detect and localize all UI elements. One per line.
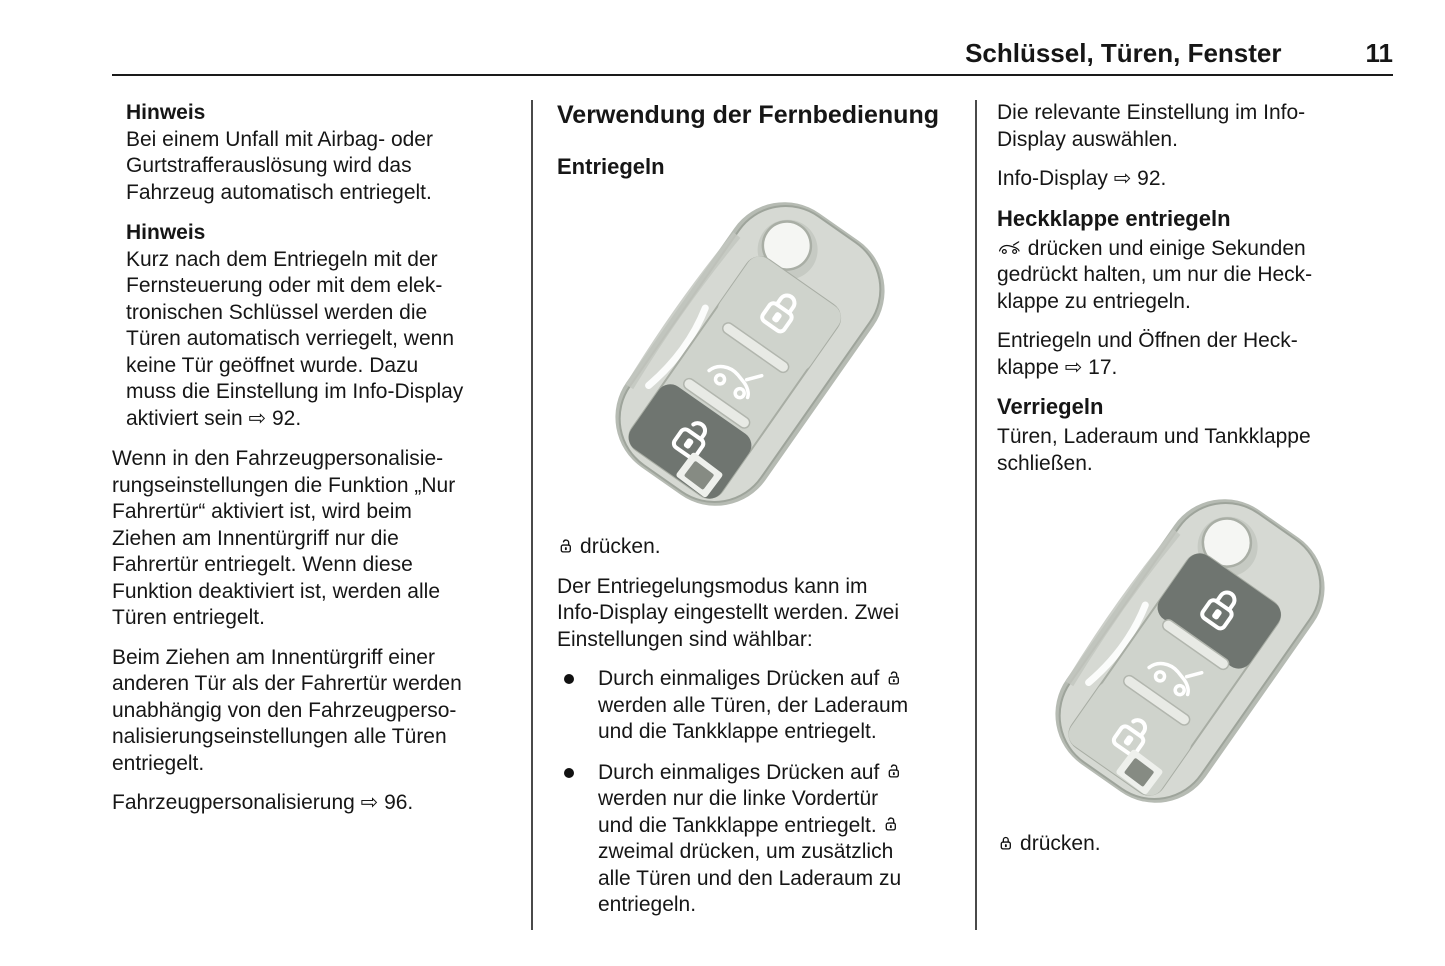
list-item xyxy=(557,666,959,746)
note-label: Hinweis xyxy=(126,101,206,124)
paragraph: Die relevante Einstellung im Info- Display auswählen. xyxy=(997,101,1306,151)
paragraph: Türen, Laderaum und Tankklappe schließen. xyxy=(997,425,1311,475)
key-fob-image xyxy=(557,194,959,524)
cross-reference: Info-Display ⇨ 92. xyxy=(997,167,1167,190)
subsection-heading: Entriegeln xyxy=(557,154,665,179)
paragraph: drücken und einige Sekunden gedrückt halten, um nur die Heck- klappe zu entriegeln. xyxy=(997,236,1313,313)
bullet-icon xyxy=(564,674,574,684)
bullet-icon xyxy=(564,768,574,778)
chapter-title: Schlüssel, Türen, Fenster xyxy=(965,38,1282,68)
note-label: Hinweis xyxy=(126,221,206,244)
cross-reference: Entriegeln und Öffnen der Heck- klappe ⇨ 17. xyxy=(997,329,1298,379)
paragraph: Wenn in den Fahrzeugpersonalisie- rungseinstellungen die Funktion „Nur Fahrertür“ aktiviert ist, wird beim Ziehen am Innentürgriff nur die Fahrertür entriegelt. Wenn diese Funktion deaktiviert ist, werden alle Türen entriegelt. xyxy=(112,447,456,629)
cross-reference: Fahrzeugpersonalisierung ⇨ 96. xyxy=(112,791,414,814)
list-item xyxy=(557,760,959,919)
middle-column xyxy=(557,100,959,933)
list-item-text: Durch einmaliges Drücken auf werden nur die linke Vordertür und die Tankklappe entriegelt. zweimal drücken, um zusätzlich alle Türen und den Laderaum zu entriegeln. xyxy=(598,760,902,916)
unlock-icon xyxy=(885,669,902,686)
column-separator-right xyxy=(975,100,977,930)
note-text: Kurz nach dem Entriegeln mit der Fernsteuerung oder mit dem elek- tronischen Schlüssel werden die Türen automatisch verriegelt, wenn keine Tür geöffnet wurde. Dazu muss die Einstellung im Info-Display aktiviert sein ⇨ 92. xyxy=(126,247,464,430)
page-number: 11 xyxy=(1365,38,1393,68)
note-text: Bei einem Unfall mit Airbag- oder Gurtstrafferauslösung wird das Fahrzeug automatisch entriegelt. xyxy=(126,127,433,204)
right-column xyxy=(997,100,1399,871)
column-separator-left xyxy=(531,100,533,930)
unlock-icon xyxy=(885,762,902,779)
header-rule xyxy=(112,74,1393,76)
unlock-icon xyxy=(882,815,899,832)
figure-caption: drücken. xyxy=(997,831,1399,858)
page-header xyxy=(112,38,1393,68)
note-block-2 xyxy=(126,220,514,432)
paragraph: Beim Ziehen am Innentürgriff einer anderen Tür als der Fahrertür werden unabhängig von den Fahrzeugperso- nalisierungseinstellungen alle Türen entriegelt. xyxy=(112,645,462,775)
key-fob-illustration-unlock xyxy=(557,194,959,524)
section-heading: Verwendung der Fernbedienung xyxy=(557,101,939,129)
subsection-heading: Heckklappe entriegeln xyxy=(997,205,1231,231)
left-column xyxy=(112,100,514,830)
key-fob-illustration-lock xyxy=(997,491,1399,821)
tailgate-release-icon xyxy=(997,241,1022,256)
subsection-heading: Verriegeln xyxy=(997,394,1104,419)
list-item-text: Durch einmaliges Drücken auf werden alle Türen, der Laderaum und die Tankklappe entriegelt. xyxy=(598,667,909,743)
note-block-1 xyxy=(126,100,514,206)
paragraph: Der Entriegelungsmodus kann im Info-Display eingestellt werden. Zwei Einstellungen sind wählbar: xyxy=(557,574,899,651)
lock-icon xyxy=(997,834,1014,851)
unlock-icon xyxy=(557,537,574,554)
key-fob-image xyxy=(997,491,1399,821)
figure-caption: drücken. xyxy=(557,534,959,561)
